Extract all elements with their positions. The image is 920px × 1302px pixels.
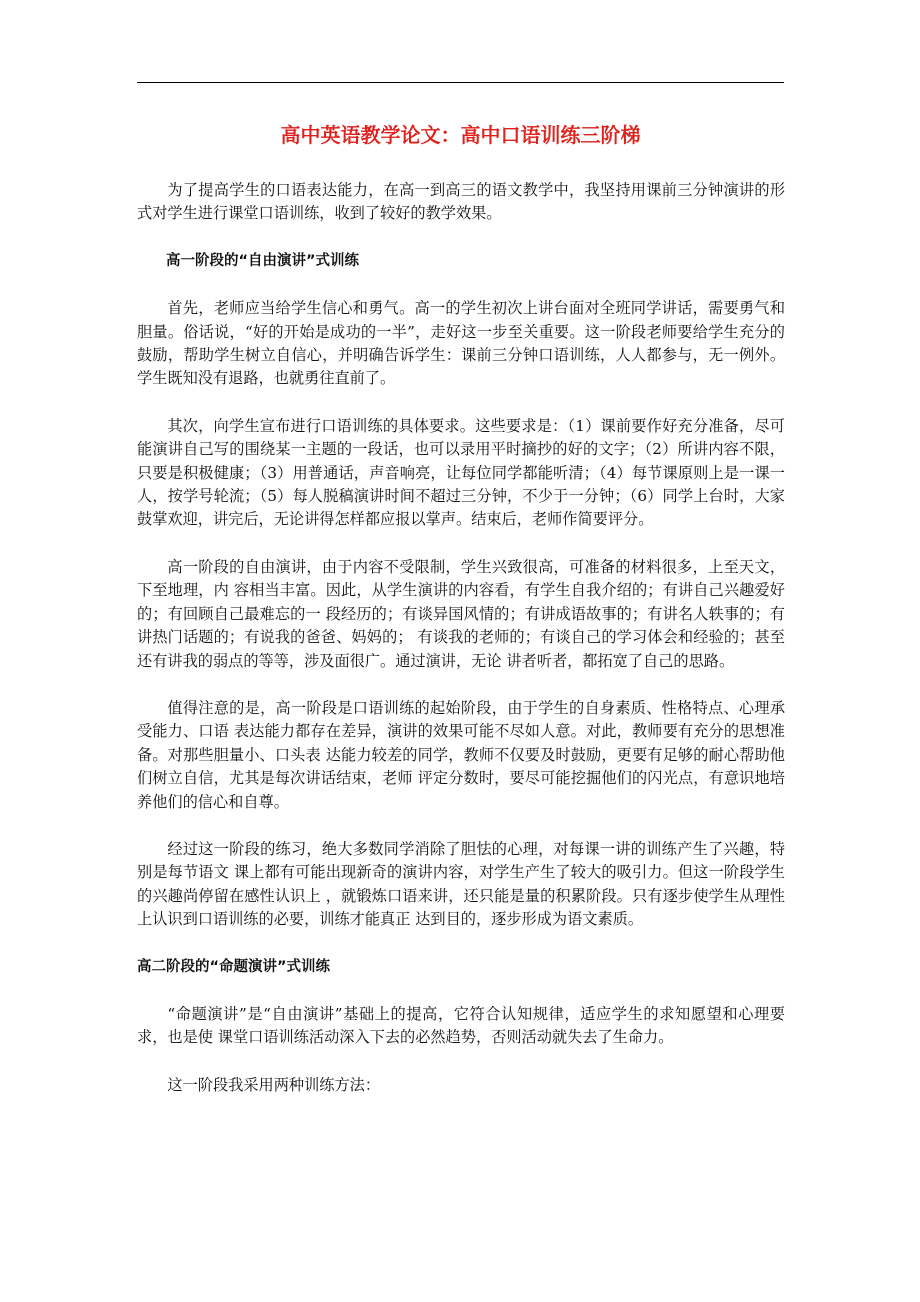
- paragraph: 首先，老师应当给学生信心和勇气。高一的学生初次上讲台面对全班同学讲话，需要勇气和胆量。俗话说，“好的开始是成功的一半”，走好这一步至关重要。这一阶段老师要给学生充分的鼓励，帮助学生树立自信心，并明确告诉学生：课前三分钟口语训练，人人都参与，无一例外。学生既知没有退路，也就勇往直前了。: [137, 299, 785, 388]
- paragraph: “命题演讲”是“自由演讲”基础上的提高，它符合认知规律，适应学生的求知愿望和心理要求，也是使 课堂口语训练活动深入下去的必然趋势，否则活动就失去了生命力。: [137, 1004, 785, 1047]
- header-rule: [137, 82, 784, 83]
- document-body: [137, 179, 785, 1121]
- paragraph-intro: 为了提高学生的口语表达能力，在高一到高三的语文教学中，我坚持用课前三分钟演讲的形式对学生进行课堂口语训练，收到了较好的教学效果。: [137, 181, 785, 223]
- document-title: 高中英语教学论文：高中口语训练三阶梯: [280, 123, 641, 147]
- paragraph: 其次，向学生宣布进行口语训练的具体要求。这些要求是：（1）课前要作好充分准备，尽可能演讲自己写的围绕某一主题的一段话，也可以录用平时摘抄的好的文字；（2）所讲内容不限，只要是积极健康；（3）用普通话，声音响亮，让每位同学都能听清；（4）每节课原则上是一课一人，按学号轮流；（5）每人脱稿演讲时间不超过三分钟，不少于一分钟；（6）同学上台时，大家鼓掌欢迎，讲完后，无论讲得怎样都应报以掌声。结束后，老师作简要评分。: [137, 416, 785, 529]
- paragraph: 经过这一阶段的练习，绝大多数同学消除了胆怯的心理，对每课一讲的训练产生了兴趣，特别是每节语文 课上都有可能出现新奇的演讲内容，对学生产生了较大的吸引力。但这一阶段学生的兴趣尚停留在感性认识上 ，就锻炼口语来讲，还只能是量的积累阶段。只有逐步使学生从理性上认识到口语训练的必要，训练才能真正 达到目的，逐步形成为语文素质。: [137, 839, 785, 929]
- paragraph: 高一阶段的自由演讲，由于内容不受限制，学生兴致很高，可准备的材料很多，上至天文，下至地理，内 容相当丰富。因此，从学生演讲的内容看，有学生自我介绍的；有讲自己兴趣爱好的；有回顾自己最难忘的一 段经历的；有谈异国风情的；有讲成语故事的；有讲名人轶事的；有讲热门话题的；有说我的爸爸、妈妈的； 有谈我的老师的；有谈自己的学习体会和经验的；甚至还有讲我的弱点的等等，涉及面很广。通过演讲，无论 讲者听者，都拓宽了自己的思路。: [137, 557, 785, 670]
- section-heading-2: 高二阶段的“命题演讲”式训练: [137, 958, 331, 975]
- paragraph: 值得注意的是，高一阶段是口语训练的起始阶段，由于学生的自身素质、性格特点、心理承受能力、口语 表达能力都存在差异，演讲的效果可能不尽如人意。对此，教师要有充分的思想准备。对那些胆量小、口头表 达能力较差的同学，教师不仅要及时鼓励，更要有足够的耐心帮助他们树立自信，尤其是每次讲话结束，老师 评定分数时，要尽可能挖掘他们的闪光点，有意识地培养他们的信心和自尊。: [137, 698, 785, 811]
- paragraph: 这一阶段我采用两种训练方法：: [167, 1075, 381, 1094]
- section-heading-1: 高一阶段的“自由演讲”式训练: [166, 252, 360, 269]
